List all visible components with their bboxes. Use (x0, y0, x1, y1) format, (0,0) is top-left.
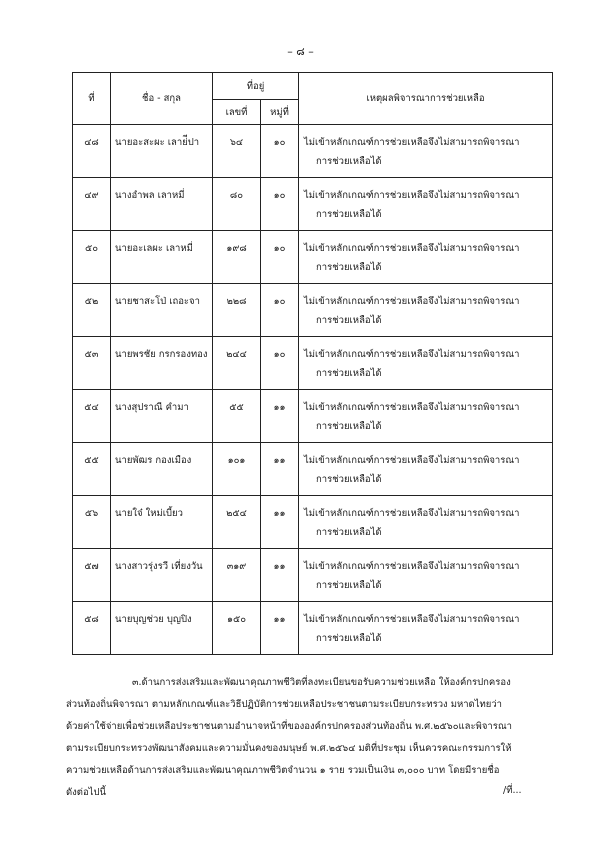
reason-line-1: ไม่เข้าหลักเกณฑ์การช่วยเหลือจึงไม่สามารถพิจารณา (304, 455, 520, 466)
row-number: ๔๘ (73, 125, 111, 178)
row-name: นางอำพล เลาหมี่ (111, 178, 213, 231)
paragraph-line-4: ตามระเบียบกระทรวงพัฒนาสังคมและความมั่นคงของมนุษย์ พ.ศ.๒๕๖๔ มติที่ประชุม เห็นควรคณะกรรมการให้ (66, 743, 512, 754)
header-reason: เหตุผลพิจารณาการช่วยเหลือ (299, 73, 553, 125)
paragraph-line-6: ดังต่อไปนี้ (66, 787, 106, 798)
reason-line-2: การช่วยเหลือได้ (316, 633, 382, 644)
row-name: นายพรชัย กรกรองทอง (111, 337, 213, 390)
table-row (73, 390, 553, 443)
row-house-no: ๘๐ (213, 178, 261, 231)
row-number: ๕๒ (73, 284, 111, 337)
table-row (73, 337, 553, 390)
row-moo: ๑๐ (261, 337, 299, 390)
row-house-no: ๒๔๔ (213, 337, 261, 390)
paragraph-line-1: ๓.ด้านการส่งเสริมและพัฒนาคุณภาพชีวิตที่ลงทะเบียนขอรับความช่วยเหลือ ให้องค์กรปกครอง (132, 677, 511, 688)
reason-line-1: ไม่เข้าหลักเกณฑ์การช่วยเหลือจึงไม่สามารถพิจารณา (304, 137, 520, 148)
assistance-table (72, 72, 553, 655)
reason-line-1: ไม่เข้าหลักเกณฑ์การช่วยเหลือจึงไม่สามารถพิจารณา (304, 296, 520, 307)
reason-line-2: การช่วยเหลือได้ (316, 474, 382, 485)
row-reason (299, 602, 553, 655)
row-reason (299, 443, 553, 496)
row-house-no: ๑๙๘ (213, 231, 261, 284)
header-house-no: เลขที่ (213, 100, 261, 125)
row-moo: ๑๐ (261, 178, 299, 231)
row-reason (299, 178, 553, 231)
row-number: ๕๕ (73, 443, 111, 496)
row-number: ๕๗ (73, 549, 111, 602)
row-reason (299, 125, 553, 178)
row-name: นายอะเลผะ เลาหมี่ (111, 231, 213, 284)
header-address: ที่อยู่ (213, 73, 299, 100)
page-number: – ๘ – (287, 45, 314, 58)
row-moo: ๑๐ (261, 125, 299, 178)
row-reason (299, 390, 553, 443)
row-house-no: ๓๑๙ (213, 549, 261, 602)
row-name: นางสาวรุ่งรวี เที่ยงวัน (111, 549, 213, 602)
row-moo: ๑๑ (261, 549, 299, 602)
row-house-no: ๑๕๐ (213, 602, 261, 655)
row-name: นายใจ๋ ใหม่เบี้ยว (111, 496, 213, 549)
row-number: ๕๘ (73, 602, 111, 655)
row-moo: ๑๐ (261, 284, 299, 337)
reason-line-2: การช่วยเหลือได้ (316, 156, 382, 167)
reason-line-1: ไม่เข้าหลักเกณฑ์การช่วยเหลือจึงไม่สามารถพิจารณา (304, 508, 520, 519)
paragraph-line-5: ความช่วยเหลือด้านการส่งเสริมและพัฒนาคุณภาพชีวิตจำนวน ๑ ราย รวมเป็นเงิน ๓,๐๐๐ บาท โดยมีรายชื่อ (66, 765, 500, 776)
reason-line-2: การช่วยเหลือได้ (316, 421, 382, 432)
row-house-no: ๑๐๑ (213, 443, 261, 496)
row-moo: ๑๑ (261, 496, 299, 549)
row-moo: ๑๑ (261, 443, 299, 496)
row-reason (299, 284, 553, 337)
paragraph-line-2: ส่วนท้องถิ่นพิจารณา ตามหลักเกณฑ์และวิธีปฏิบัติการช่วยเหลือประชาชนตามระเบียบกระทรวง มหาดไทยว่า (66, 699, 502, 710)
row-house-no: ๒๒๘ (213, 284, 261, 337)
body-paragraph (66, 672, 554, 804)
reason-line-2: การช่วยเหลือได้ (316, 527, 382, 538)
row-name: นายบุญช่วย บุญปิง (111, 602, 213, 655)
row-number: ๔๙ (73, 178, 111, 231)
paragraph-line-3: ด้วยค่าใช้จ่ายเพื่อช่วยเหลือประชาชนตามอำนาจหน้าที่ขององค์กรปกครองส่วนท้องถิ่น พ.ศ.๒๕๖๐และพิจารณา (66, 721, 512, 732)
reason-line-1: ไม่เข้าหลักเกณฑ์การช่วยเหลือจึงไม่สามารถพิจารณา (304, 402, 520, 413)
reason-line-2: การช่วยเหลือได้ (316, 580, 382, 591)
row-reason (299, 496, 553, 549)
reason-line-2: การช่วยเหลือได้ (316, 209, 382, 220)
continuation-marker: /ที่... (503, 785, 522, 796)
reason-line-1: ไม่เข้าหลักเกณฑ์การช่วยเหลือจึงไม่สามารถพิจารณา (304, 349, 520, 360)
table-row (73, 125, 553, 178)
table-row (73, 284, 553, 337)
row-number: ๕๓ (73, 337, 111, 390)
table-row (73, 549, 553, 602)
row-number: ๕๔ (73, 390, 111, 443)
table-row (73, 602, 553, 655)
row-moo: ๑๑ (261, 602, 299, 655)
row-reason (299, 337, 553, 390)
row-reason (299, 549, 553, 602)
row-name: นายพัฒร กองเมือง (111, 443, 213, 496)
reason-line-1: ไม่เข้าหลักเกณฑ์การช่วยเหลือจึงไม่สามารถพิจารณา (304, 614, 520, 625)
header-name: ชื่อ - สกุล (111, 73, 213, 125)
table-row (73, 496, 553, 549)
reason-line-2: การช่วยเหลือได้ (316, 368, 382, 379)
row-number: ๕๖ (73, 496, 111, 549)
reason-line-1: ไม่เข้าหลักเกณฑ์การช่วยเหลือจึงไม่สามารถพิจารณา (304, 190, 520, 201)
reason-line-1: ไม่เข้าหลักเกณฑ์การช่วยเหลือจึงไม่สามารถพิจารณา (304, 243, 520, 254)
row-moo: ๑๐ (261, 231, 299, 284)
table-row (73, 443, 553, 496)
row-house-no: ๖๔ (213, 125, 261, 178)
row-name: นายอะสะผะ เลาย่ีปา (111, 125, 213, 178)
row-house-no: ๕๕ (213, 390, 261, 443)
reason-line-1: ไม่เข้าหลักเกณฑ์การช่วยเหลือจึงไม่สามารถพิจารณา (304, 561, 520, 572)
row-house-no: ๒๕๔ (213, 496, 261, 549)
reason-line-2: การช่วยเหลือได้ (316, 262, 382, 273)
row-name: นางสุปราณี คำมา (111, 390, 213, 443)
row-number: ๕๐ (73, 231, 111, 284)
row-name: นายชาสะโป่ เถอะจา (111, 284, 213, 337)
row-reason (299, 231, 553, 284)
table-row (73, 231, 553, 284)
table-row (73, 178, 553, 231)
header-moo: หมู่ที่ (261, 100, 299, 125)
row-moo: ๑๑ (261, 390, 299, 443)
header-no: ที่ (73, 73, 111, 125)
reason-line-2: การช่วยเหลือได้ (316, 315, 382, 326)
